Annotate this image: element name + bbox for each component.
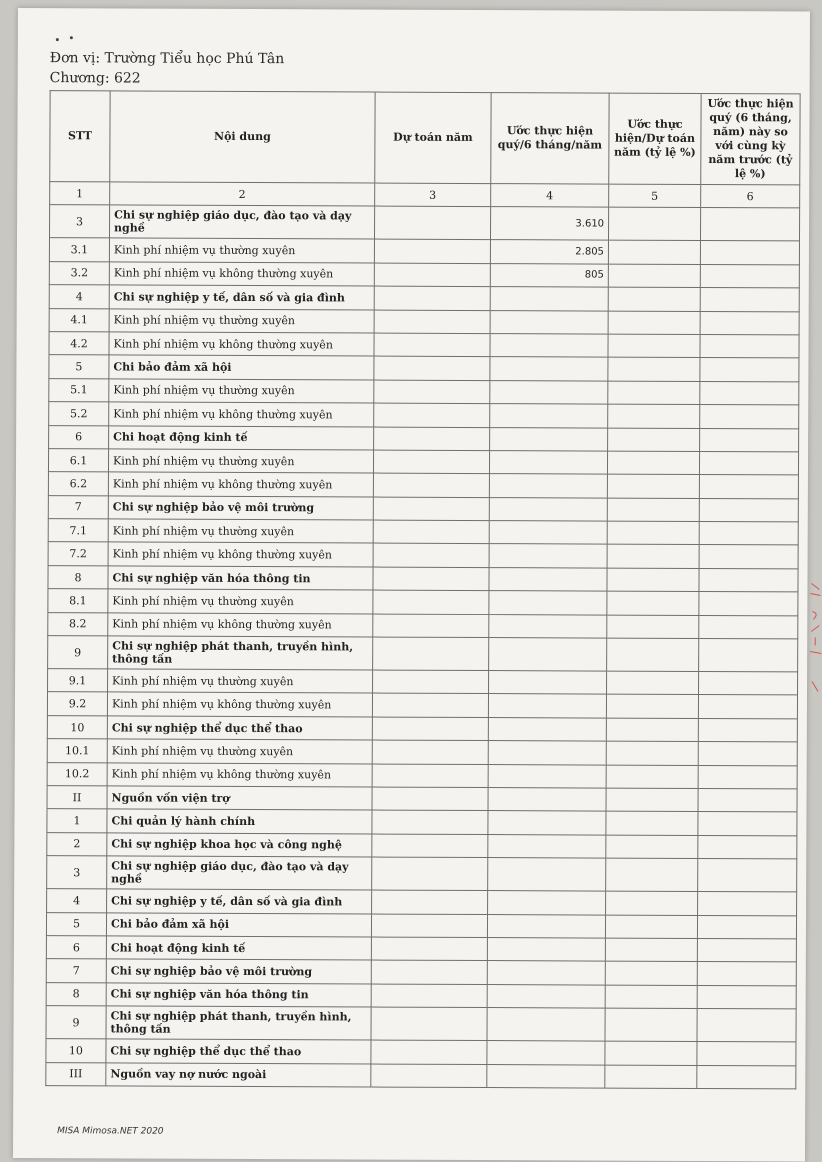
budget-cell — [373, 497, 489, 521]
budget-cell — [371, 984, 487, 1008]
estimate-cell — [490, 380, 608, 404]
compare-cell — [700, 334, 799, 358]
estimate-cell — [489, 591, 607, 615]
content-cell: Nguồn vay nợ nước ngoài — [106, 1062, 371, 1087]
ratio-cell — [607, 591, 699, 615]
col-header-compare: Ước thực hiện quý (6 tháng, năm) này so với cùng kỳ năm trước (tỷ lệ %) — [701, 93, 800, 184]
budget-cell — [372, 810, 488, 834]
budget-cell — [372, 740, 488, 764]
stt-cell: 10 — [47, 715, 107, 739]
budget-cell — [374, 380, 490, 404]
content-cell: Chi sự nghiệp bảo vệ môi trường — [106, 959, 371, 984]
ratio-cell — [607, 568, 699, 592]
stt-cell: 3 — [49, 205, 109, 238]
stt-cell: 9 — [46, 1006, 106, 1039]
compare-cell — [700, 264, 799, 288]
budget-cell — [374, 239, 490, 263]
compare-cell — [698, 695, 797, 719]
content-cell: Kinh phí nhiệm vụ thường xuyên — [108, 449, 373, 474]
budget-cell — [374, 427, 490, 451]
estimate-cell — [488, 834, 606, 858]
compare-cell — [700, 405, 799, 429]
budget-cell — [372, 890, 488, 914]
stt-cell: 7.1 — [48, 519, 108, 543]
table-row — [48, 472, 798, 499]
compare-cell — [700, 358, 799, 382]
stt-cell: 5 — [46, 912, 106, 936]
compare-cell — [698, 718, 797, 742]
budget-cell — [374, 403, 490, 427]
stt-cell: 7.2 — [48, 542, 108, 566]
stt-cell: 5.1 — [49, 378, 109, 402]
ratio-cell — [608, 381, 700, 405]
compare-cell — [697, 915, 796, 939]
stt-cell: 6 — [49, 425, 109, 449]
content-cell: Chi sự nghiệp phát thanh, truyền hình, thông tấn — [106, 1006, 371, 1040]
col-header-stt: STT — [50, 91, 110, 182]
ratio-cell — [605, 1008, 697, 1041]
table-row — [47, 856, 797, 892]
budget-cell — [372, 857, 488, 891]
table-row — [46, 959, 796, 986]
table-row — [47, 832, 797, 859]
compare-cell — [699, 522, 798, 546]
compare-cell — [699, 475, 798, 499]
stt-cell: 10 — [46, 1039, 106, 1063]
table-row — [49, 425, 799, 452]
estimate-cell — [488, 788, 606, 812]
content-cell: Chi sự nghiệp giáo dục, đào tạo và dạy nghề — [109, 205, 374, 239]
content-cell: Kinh phí nhiệm vụ thường xuyên — [109, 238, 374, 263]
ratio-cell — [606, 891, 698, 915]
budget-cell — [374, 263, 490, 287]
table-row — [46, 936, 796, 963]
stt-cell: 2 — [47, 832, 107, 856]
table-row — [47, 762, 797, 789]
table-row — [48, 636, 798, 672]
estimate-cell — [488, 741, 606, 765]
estimate-cell — [489, 638, 607, 672]
table-row — [48, 519, 798, 546]
content-cell: Chi sự nghiệp phát thanh, truyền hình, thông tấn — [108, 636, 373, 670]
compare-cell — [700, 241, 799, 265]
unit-line: Đơn vị: Trường Tiểu học Phú Tân — [49, 50, 285, 68]
table-row — [46, 982, 796, 1009]
estimate-cell — [490, 427, 608, 451]
compare-cell — [698, 892, 797, 916]
content-cell: Kinh phí nhiệm vụ thường xuyên — [107, 739, 372, 764]
stt-cell: 3.1 — [49, 238, 109, 262]
ratio-cell — [606, 835, 698, 859]
column-index-row — [50, 182, 800, 209]
budget-cell — [371, 1007, 487, 1041]
estimate-cell — [488, 891, 606, 915]
ratio-cell — [608, 334, 700, 358]
estimate-cell — [489, 614, 607, 638]
ratio-cell — [605, 961, 697, 985]
compare-cell — [699, 451, 798, 475]
table-row — [49, 261, 799, 288]
budget-cell — [374, 356, 490, 380]
compare-cell — [699, 672, 798, 696]
compare-cell — [699, 568, 798, 592]
content-cell: Kinh phí nhiệm vụ không thường xuyên — [108, 472, 373, 497]
estimate-cell — [488, 694, 606, 718]
estimate-cell: 2.805 — [490, 240, 608, 264]
content-cell: Chi sự nghiệp thể dục thể thao — [107, 716, 372, 741]
budget-cell — [371, 1064, 487, 1088]
stt-cell: II — [47, 786, 107, 810]
content-cell: Chi sự nghiệp giáo dục, đào tạo và dạy nghề — [107, 856, 372, 890]
table-row — [49, 378, 799, 405]
compare-cell — [698, 742, 797, 766]
budget-cell — [373, 520, 489, 544]
estimate-cell — [489, 497, 607, 521]
estimate-cell — [490, 357, 608, 381]
stt-cell: 8.1 — [48, 589, 108, 613]
estimate-cell — [490, 287, 608, 311]
estimate-cell — [487, 984, 605, 1008]
compare-cell — [699, 639, 798, 672]
budget-cell — [372, 693, 488, 717]
stt-cell: 4.1 — [49, 308, 109, 332]
budget-cell — [374, 206, 490, 240]
ratio-cell — [605, 985, 697, 1009]
ratio-cell — [606, 741, 698, 765]
table-row — [47, 739, 797, 766]
stt-cell: 8.2 — [48, 612, 108, 636]
compare-cell — [698, 812, 797, 836]
table-row — [49, 238, 799, 265]
estimate-cell — [489, 450, 607, 474]
handwritten-annotation-marks — [807, 581, 822, 701]
ratio-cell — [608, 264, 700, 288]
content-cell: Kinh phí nhiệm vụ không thường xuyên — [108, 542, 373, 567]
table-row — [48, 495, 798, 522]
content-cell: Chi quản lý hành chính — [107, 809, 372, 834]
table-row — [47, 715, 797, 742]
table-row — [49, 205, 799, 241]
content-cell: Chi sự nghiệp bảo vệ môi trường — [108, 496, 373, 521]
table-row — [48, 589, 798, 616]
table-row — [49, 355, 799, 382]
estimate-cell — [488, 811, 606, 835]
ratio-cell — [608, 240, 700, 264]
stt-cell: 9.2 — [47, 692, 107, 716]
content-cell: Chi hoạt động kinh tế — [106, 936, 371, 961]
table-row — [47, 786, 797, 813]
content-cell: Chi bảo đảm xã hội — [106, 912, 371, 937]
stt-cell: 7 — [48, 495, 108, 519]
compare-cell — [699, 615, 798, 639]
budget-cell — [374, 310, 490, 334]
content-cell: Chi sự nghiệp y tế, dân số và gia đình — [107, 889, 372, 914]
table-row — [48, 449, 798, 476]
content-cell: Chi hoạt động kinh tế — [109, 425, 374, 450]
budget-cell — [373, 450, 489, 474]
table-header-row — [50, 91, 800, 185]
estimate-cell — [487, 937, 605, 961]
budget-cell — [372, 764, 488, 788]
estimate-cell — [487, 1041, 605, 1065]
table-row — [47, 692, 797, 719]
stt-cell: 3.2 — [49, 261, 109, 285]
ratio-cell — [607, 638, 699, 671]
estimate-cell — [489, 474, 607, 498]
ratio-cell — [607, 545, 699, 569]
col-header-content: Nội dung — [110, 91, 375, 183]
ratio-cell — [606, 858, 698, 891]
compare-cell — [697, 1042, 796, 1066]
table-row — [48, 669, 798, 696]
compare-cell — [700, 288, 799, 312]
ratio-cell — [608, 428, 700, 452]
stt-cell: 6 — [46, 936, 106, 960]
compare-cell — [700, 311, 799, 335]
col-header-ratio: Ước thực hiện/Dự toán năm (tỷ lệ %) — [609, 93, 701, 184]
budget-cell — [373, 473, 489, 497]
chapter-line: Chương: 622 — [49, 70, 141, 87]
col-header-budget: Dự toán năm — [375, 92, 491, 184]
stt-cell: 8 — [46, 982, 106, 1006]
stt-cell: III — [46, 1062, 106, 1086]
estimate-cell — [487, 914, 605, 938]
index-cell: 5 — [609, 184, 701, 208]
ratio-cell — [608, 287, 700, 311]
content-cell: Chi sự nghiệp thể dục thể thao — [106, 1039, 371, 1064]
budget-cell — [372, 717, 488, 741]
table-row — [48, 565, 798, 592]
content-cell: Chi bảo đảm xã hội — [109, 355, 374, 380]
stt-cell: 8 — [48, 565, 108, 589]
table-row — [47, 889, 797, 916]
content-cell: Kinh phí nhiệm vụ thường xuyên — [109, 308, 374, 333]
budget-table — [45, 90, 800, 1089]
stt-cell: 6.1 — [48, 449, 108, 473]
estimate-cell — [490, 334, 608, 358]
ratio-cell — [608, 207, 700, 240]
ratio-cell — [606, 811, 698, 835]
document-page — [13, 8, 810, 1161]
ratio-cell — [606, 694, 698, 718]
stt-cell: 9.1 — [48, 669, 108, 693]
compare-cell — [698, 835, 797, 859]
stt-cell: 1 — [47, 809, 107, 833]
budget-cell — [371, 937, 487, 961]
ratio-cell — [606, 788, 698, 812]
content-cell: Kinh phí nhiệm vụ không thường xuyên — [109, 262, 374, 287]
budget-cell — [373, 670, 489, 694]
stt-cell: 4 — [49, 285, 109, 309]
budget-cell — [374, 286, 490, 310]
table-row — [46, 1006, 796, 1042]
estimate-cell — [490, 310, 608, 334]
index-cell: 2 — [110, 182, 375, 207]
content-cell: Kinh phí nhiệm vụ không thường xuyên — [107, 692, 372, 717]
content-cell: Kinh phí nhiệm vụ thường xuyên — [109, 379, 374, 404]
budget-cell — [371, 960, 487, 984]
index-cell: 3 — [375, 183, 491, 207]
stt-cell: 4.2 — [49, 332, 109, 356]
ratio-cell — [608, 311, 700, 335]
stt-cell: 5 — [49, 355, 109, 379]
index-cell: 4 — [491, 184, 609, 208]
ratio-cell — [607, 498, 699, 522]
budget-cell — [372, 834, 488, 858]
compare-cell — [700, 208, 799, 241]
compare-cell — [697, 962, 796, 986]
stt-cell: 6.2 — [48, 472, 108, 496]
estimate-cell — [488, 858, 606, 892]
budget-cell — [372, 787, 488, 811]
stt-cell: 4 — [47, 889, 107, 913]
ratio-cell — [607, 451, 699, 475]
ratio-cell — [605, 1065, 697, 1089]
compare-cell — [698, 765, 797, 789]
stt-cell: 7 — [46, 959, 106, 983]
content-cell: Kinh phí nhiệm vụ thường xuyên — [108, 589, 373, 614]
content-cell: Kinh phí nhiệm vụ thường xuyên — [108, 519, 373, 544]
estimate-cell — [490, 404, 608, 428]
compare-cell — [697, 1009, 796, 1042]
table-row — [49, 402, 799, 429]
ratio-cell — [605, 938, 697, 962]
budget-cell — [374, 333, 490, 357]
stt-cell: 9 — [48, 636, 108, 669]
table-row — [46, 1062, 796, 1089]
budget-cell — [373, 544, 489, 568]
compare-cell — [697, 938, 796, 962]
ratio-cell — [606, 718, 698, 742]
index-cell: 1 — [50, 182, 110, 206]
compare-cell — [699, 545, 798, 569]
stt-cell: 5.2 — [49, 402, 109, 426]
estimate-cell — [489, 567, 607, 591]
budget-cell — [373, 614, 489, 638]
software-footer: MISA Mimosa.NET 2020 — [57, 1126, 164, 1137]
ratio-cell — [606, 765, 698, 789]
budget-cell — [373, 590, 489, 614]
content-cell: Kinh phí nhiệm vụ không thường xuyên — [107, 762, 372, 787]
table-row — [49, 332, 799, 359]
ratio-cell — [608, 404, 700, 428]
estimate-cell — [488, 764, 606, 788]
ratio-cell — [608, 357, 700, 381]
estimate-cell — [489, 544, 607, 568]
ratio-cell — [607, 615, 699, 639]
stt-cell: 3 — [47, 856, 107, 889]
table-row — [48, 612, 798, 639]
estimate-cell — [487, 961, 605, 985]
ratio-cell — [607, 671, 699, 695]
document-header — [50, 48, 285, 89]
budget-cell — [373, 637, 489, 671]
content-cell: Kinh phí nhiệm vụ không thường xuyên — [109, 402, 374, 427]
compare-cell — [700, 381, 799, 405]
content-cell: Kinh phí nhiệm vụ thường xuyên — [108, 669, 373, 694]
table-row — [48, 542, 798, 569]
compare-cell — [699, 592, 798, 616]
estimate-cell: 3.610 — [490, 207, 608, 241]
content-cell: Chi sự nghiệp văn hóa thông tin — [108, 566, 373, 591]
content-cell: Chi sự nghiệp y tế, dân số và gia đình — [109, 285, 374, 310]
speck-mark — [70, 36, 73, 39]
stt-cell: 10.2 — [47, 762, 107, 786]
ratio-cell — [607, 474, 699, 498]
budget-cell — [373, 567, 489, 591]
table-row — [46, 912, 796, 939]
ratio-cell — [605, 1041, 697, 1065]
table-row — [47, 809, 797, 836]
col-header-estimate: Ước thực hiện quý/6 tháng/năm — [491, 93, 609, 185]
content-cell: Chi sự nghiệp khoa học và công nghệ — [107, 833, 372, 858]
content-cell: Chi sự nghiệp văn hóa thông tin — [106, 983, 371, 1008]
compare-cell — [700, 428, 799, 452]
content-cell: Nguồn vốn viện trợ — [107, 786, 372, 811]
table-row — [49, 308, 799, 335]
ratio-cell — [607, 521, 699, 545]
table-row — [46, 1039, 796, 1066]
estimate-cell — [487, 1008, 605, 1042]
content-cell: Kinh phí nhiệm vụ không thường xuyên — [108, 613, 373, 638]
estimate-cell — [489, 521, 607, 545]
compare-cell — [699, 498, 798, 522]
estimate-cell: 805 — [490, 263, 608, 287]
estimate-cell — [488, 717, 606, 741]
compare-cell — [698, 788, 797, 812]
budget-cell — [371, 914, 487, 938]
ratio-cell — [605, 915, 697, 939]
estimate-cell — [489, 671, 607, 695]
budget-cell — [371, 1040, 487, 1064]
compare-cell — [697, 985, 796, 1009]
table-body — [46, 205, 800, 1089]
compare-cell — [698, 859, 797, 892]
content-cell: Kinh phí nhiệm vụ không thường xuyên — [109, 332, 374, 357]
compare-cell — [697, 1065, 796, 1089]
estimate-cell — [487, 1064, 605, 1088]
speck-mark — [56, 38, 59, 41]
table-row — [49, 285, 799, 312]
stt-cell: 10.1 — [47, 739, 107, 763]
index-cell: 6 — [701, 184, 800, 208]
